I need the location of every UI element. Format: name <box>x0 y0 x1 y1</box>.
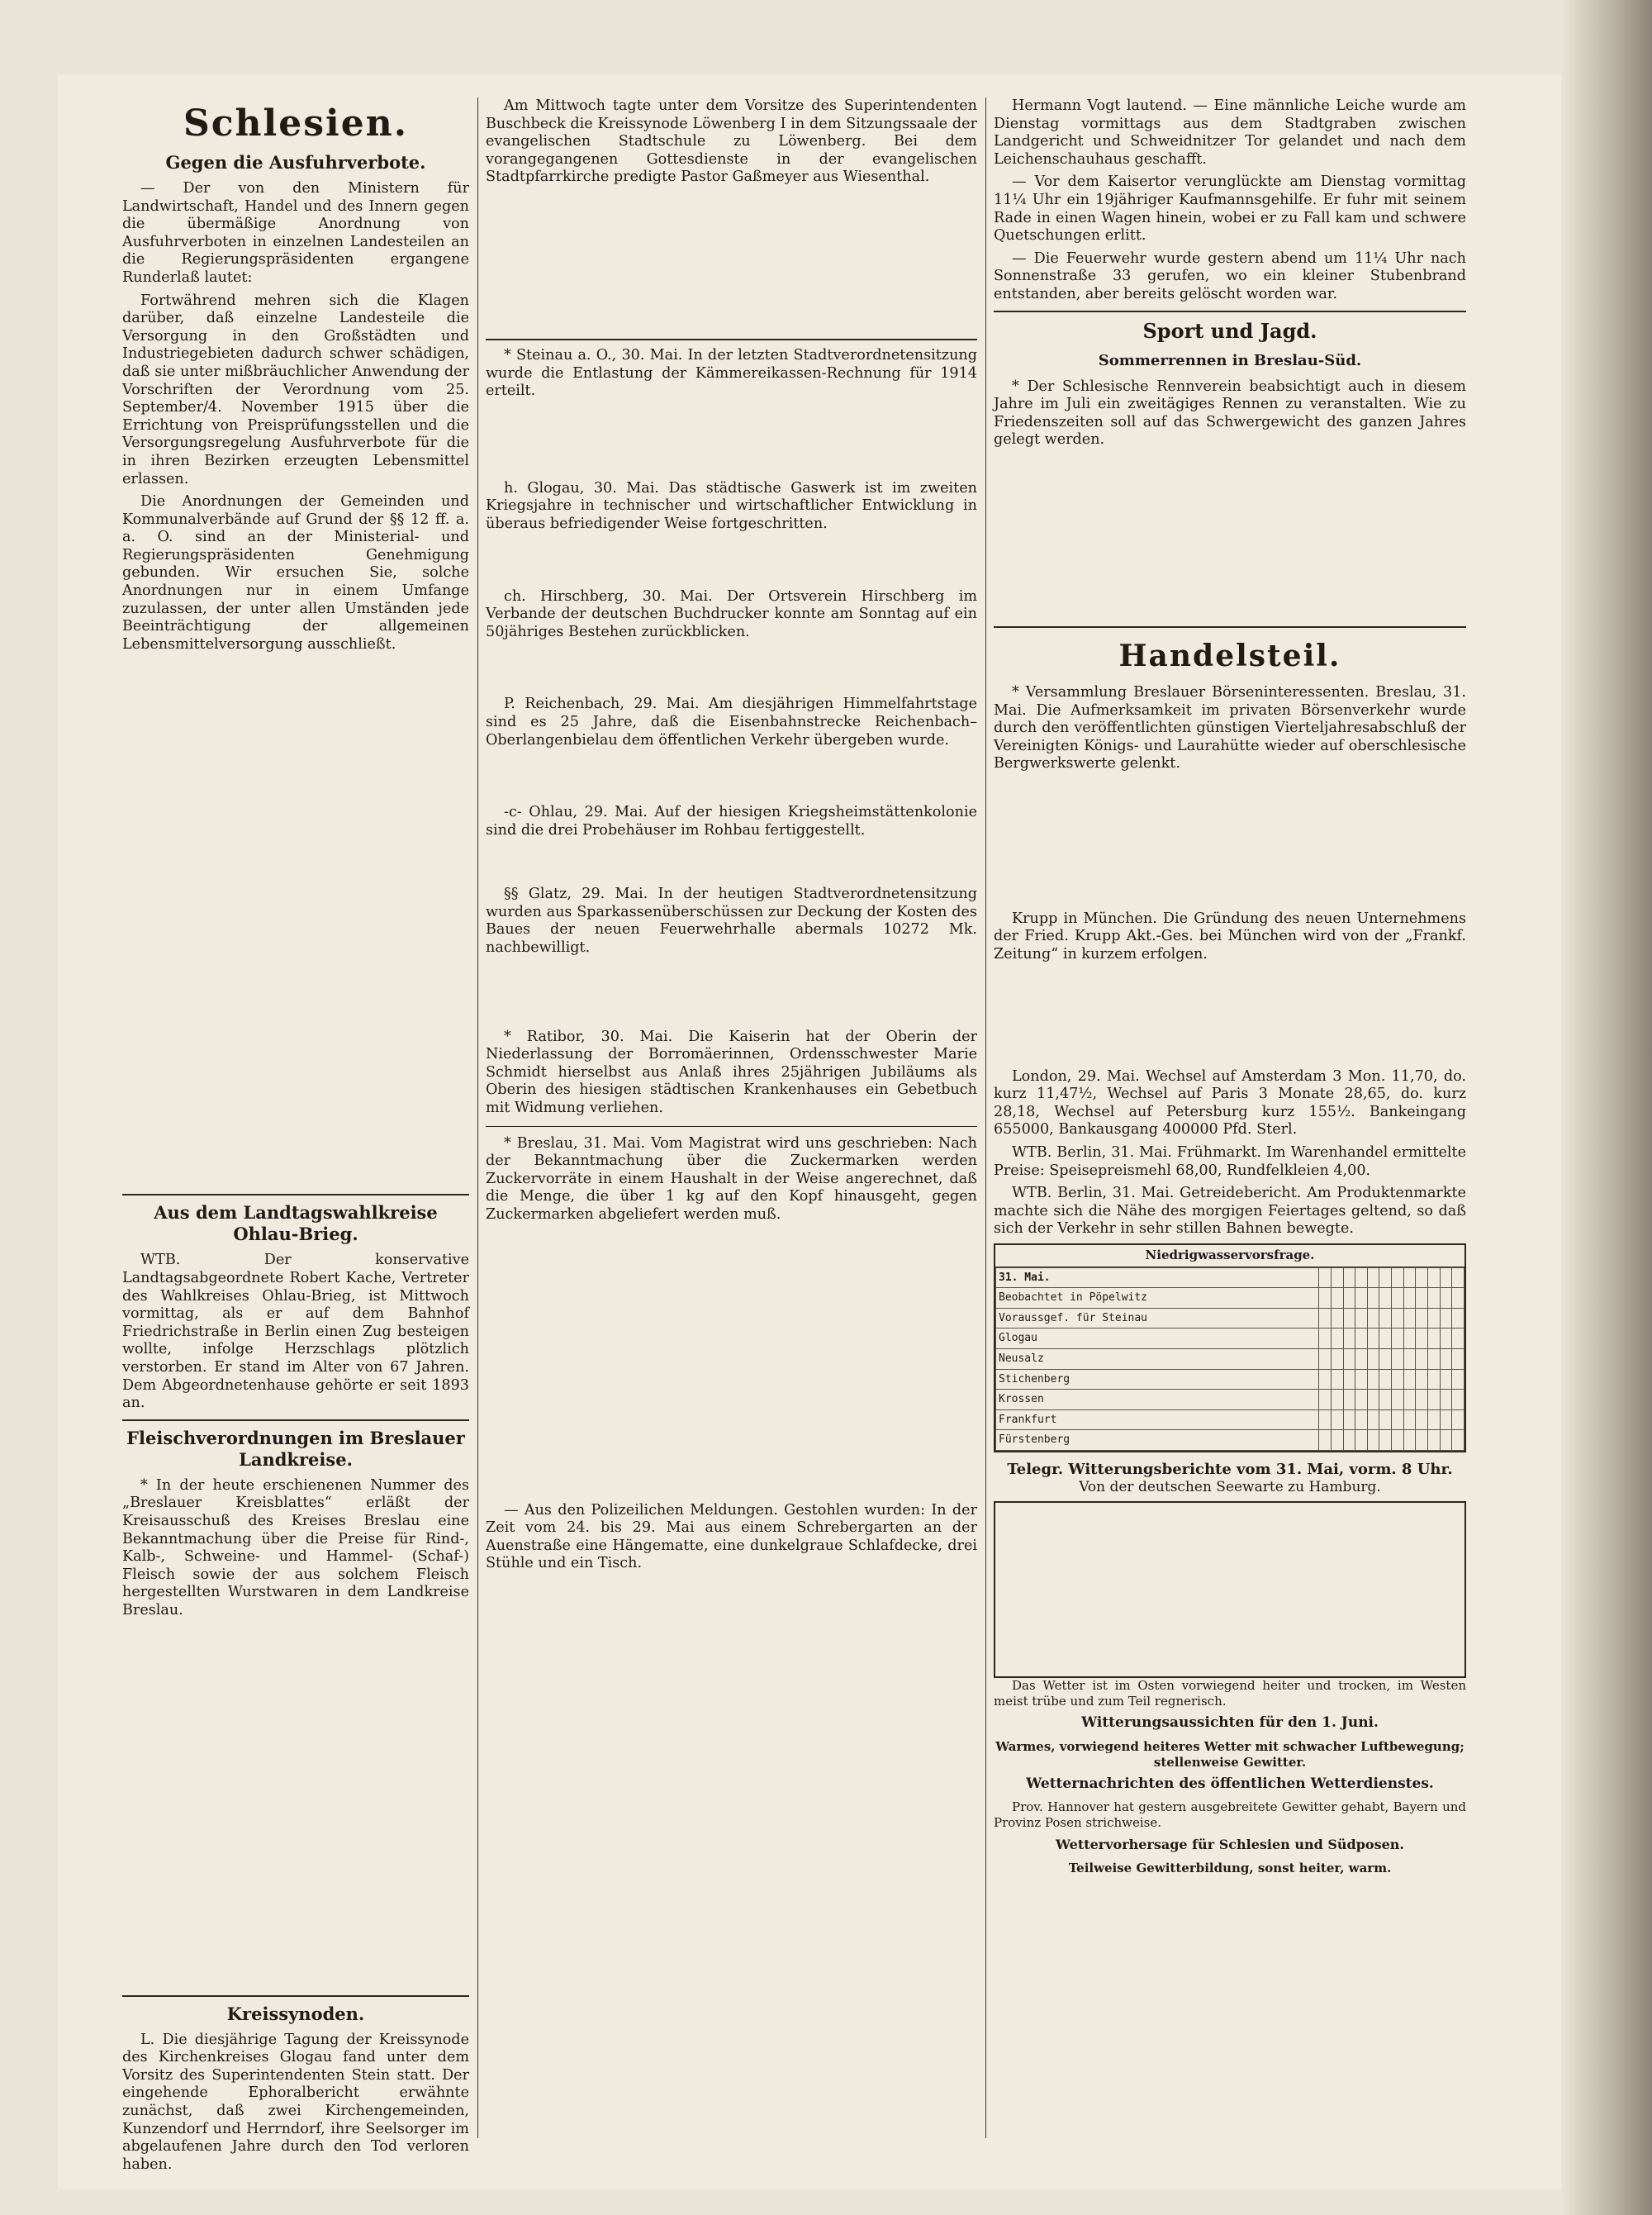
column-right <box>994 97 1466 1881</box>
article-text: WTB. Berlin, 31. Mai. Frühmarkt. Im Warenhandel ermittelte Preise: Speisepreismehl 68,00, Rundfelkleien 4,00. <box>994 1144 1466 1179</box>
section-title: Schlesien. <box>183 102 409 145</box>
weather-note: Das Wetter ist im Osten vorwiegend heiter und trocken, im Westen meist trübe und zum Teil regnerisch. <box>994 1678 1466 1709</box>
article-text: — Aus den Polizeilichen Meldungen. Gestohlen wurden: In der Zeit vom 24. bis 29. Mai aus einem Schrebergarten an der Auenstraße eine Hängematte, eine dunkelgraue Schlafdecke, drei Stühle und ein Tisch. <box>486 1501 977 1572</box>
headline: Fleischverordnungen im Breslauer Landkreise. <box>126 1427 465 1470</box>
column-left <box>122 97 469 2179</box>
article-text: * Steinau a. O., 30. Mai. In der letzten Stadtverordnetensitzung wurde die Entlastung der Kämmereikassen-Rechnung für 1914 erteilt. <box>486 346 977 400</box>
water-level-table: Niedrigwasservorsfrage. 31. Mai. Beobachtet in Pöpelwitz Voraussgef. für Steinau Glogau Neusalz Stichenberg Krossen Frankfurt Fürstenberg <box>994 1243 1466 1452</box>
article-text: WTB. Berlin, 31. Mai. Getreidebericht. Am Produktenmarkte machte sich die Nähe des morgigen Feiertages geltend, so daß sich der Verkehr in sehr stillen Bahnen bewegte. <box>994 1185 1466 1238</box>
forecast-title: Witterungsaussichten für den 1. Juni. <box>1081 1714 1379 1732</box>
weather-title: Telegr. Witterungsberichte vom 31. Mai, vorm. 8 Uhr. <box>1007 1460 1453 1478</box>
article-text: Am Mittwoch tagte unter dem Vorsitze des Superintendenten Buschbeck die Kreissynode Löwenberg I in dem Sitzungssaale der evangelischen Stadtschule zu Löwenberg. Bei dem vorangegangenen Gottesdienste in der evangelischen Stadtpfarrkirche predigte Pastor Gaßmeyer aus Wiesenthal. <box>486 97 977 186</box>
headline: Aus dem Landtagswahlkreise Ohlau-Brieg. <box>154 1202 438 1245</box>
column-rule <box>985 97 986 2138</box>
weather-table <box>994 1501 1466 1678</box>
article-text: — Die Feuerwehr wurde gestern abend um 11¼ Uhr nach Sonnenstraße 33 gerufen, wo ein kleiner Stubenbrand entstanden, aber bereits gelöscht worden war. <box>994 250 1466 302</box>
article-text: Krupp in München. Die Gründung des neuen Unternehmens der Fried. Krupp Akt.-Ges. bei München wird von der „Frankf. Zeitung“ in kurzem erfolgen. <box>994 910 1466 963</box>
article-text: * Versammlung Breslauer Börseninteressenten. Breslau, 31. Mai. Die Aufmerksamkeit im privaten Börsenverkehr wurde durch den veröffentlichten günstigen Vierteljahresabschluß der Vereinigten Königs- und Laurahütte wieder auf oberschlesische Bergwerkswerte gelenkt. <box>994 683 1466 772</box>
wetterdienst-text: Prov. Hannover hat gestern ausgebreitete Gewitter gehabt, Bayern und Provinz Posen strichweise. <box>994 1799 1466 1831</box>
article-text: * Ratibor, 30. Mai. Die Kaiserin hat der Oberin der Niederlassung der Borromäerinnen, Ordensschwester Marie Schmidt hierselbst aus Anlaß ihres 25jährigen Jubiläums als Oberin des hiesigen städtischen Krankenhauses ein Gebetbuch mit Widmung verliehen. <box>486 1028 977 1117</box>
article-text: — Der von den Ministern für Landwirtschaft, Handel und des Innern gegen die übermäßige Anordnung von Ausfuhrverboten in einzelnen Landesteilen an die Regierungspräsidenten ergangene Runderlaß lautet: <box>122 180 469 286</box>
article-text: Die Anordnungen der Gemeinden und Kommunalverbände auf Grund der §§ 12 ff. a. a. O. sind an der Ministerial- und Regierungspräsidenten Genehmigung gebunden. Wir ersuchen Sie, solche Anordnungen nur in einem Umfange zuzulassen, der unter allen Umständen jede Beeinträchtigung der allgemeinen Lebensmittelversorgung ausschließt. <box>122 493 469 653</box>
table-header: 31. Mai. <box>996 1267 1319 1288</box>
headline: Kreissynoden. <box>226 2003 365 2024</box>
article-text: * Breslau, 31. Mai. Vom Magistrat wird uns geschrieben: Nach der Bekanntmachung über die Zuckermarken werden Zuckervorräte in einem Haushalt in der Weise angerechnet, daß die Menge, die über 1 kg auf den Kopf hinausgeht, gegen Zuckermarken abgeliefert werden muß. <box>486 1134 977 1223</box>
section-title: Handelsteil. <box>1118 638 1341 673</box>
article-text: Hermann Vogt lautend. — Eine männliche Leiche wurde am Dienstag vormittags aus dem Stadtgraben zwischen Landgericht und Schweidnitzer Tor gelandet und nach dem Leichenschauhaus geschafft. <box>994 97 1466 168</box>
article-text: P. Reichenbach, 29. Mai. Am diesjährigen Himmelfahrtstage sind es 25 Jahre, daß die Eisenbahnstrecke Reichenbach–Oberlangenbielau dem öffentlichen Verkehr übergeben wurde. <box>486 696 977 749</box>
wetterdienst-title: Wetternachrichten des öffentlichen Wetterdienstes. <box>1026 1775 1434 1792</box>
forecast-final-text: Teilweise Gewitterbildung, sonst heiter, warm. <box>1068 1860 1392 1875</box>
column-middle <box>486 97 977 1578</box>
headline: Gegen die Ausfuhrverbote. <box>165 152 426 173</box>
article-text: -c- Ohlau, 29. Mai. Auf der hiesigen Kriegsheimstättenkolonie sind die drei Probehäuser im Rohbau fertiggestellt. <box>486 804 977 839</box>
article-text: * In der heute erschienenen Nummer des „Breslauer Kreisblattes“ erläßt der Kreisausschuß des Kreises Breslau eine Bekanntmachung über die Preise für Rind-, Kalb-, Schweine- und Hammel- (Schaf-) Fleisch sowie der aus solchem Fleisch hergestellten Wurstwaren in dem Landkreise Breslau. <box>122 1476 469 1618</box>
article-text: L. Die diesjährige Tagung der Kreissynode des Kirchenkreises Glogau fand unter dem Vorsitz des Superintendenten Stein statt. Der eingehende Ephoralbericht erwähnte zunächst, daß zwei Kirchengemeinden, Kunzendorf und Herrndorf, ihre Seelsorger im abgelaufenen Jahre durch den Tod verloren haben. <box>122 2031 469 2173</box>
article-text: Fortwährend mehren sich die Klagen darüber, daß einzelne Landesteile die Versorgung in den Großstädten und Industriegebieten dadurch schwer schädigen, daß sie unter mißbräuchlicher Anwendung der Vorschriften der Verordnung vom 25. September/4. November 1915 über die Errichtung von Preisprüfungsstellen und die Versorgungsregelung Ausfuhrverbote für die in ihren Bezirken erzeugten Lebensmittel erlassen. <box>122 292 469 487</box>
headline: Sommerrennen in Breslau-Süd. <box>1098 351 1362 369</box>
article-text: — Vor dem Kaisertor verunglückte am Dienstag vormittag 11¼ Uhr ein 19jähriger Kaufmannsgehilfe. Er fuhr mit seinem Rade in einen Wagen hinein, wobei er zu Fall kam und schwere Quetschungen erlitt. <box>994 173 1466 245</box>
forecast-text: Warmes, vorwiegend heiteres Wetter mit schwacher Luftbewegung; stellenweise Gewitter. <box>995 1738 1464 1770</box>
article-text: ch. Hirschberg, 30. Mai. Der Ortsverein Hirschberg im Verbande der deutschen Buchdrucker konnte am Sonntag auf ein 50jähriges Bestehen zurückblicken. <box>486 587 977 640</box>
article-text: London, 29. Mai. Wechsel auf Amsterdam 3 Mon. 11,70, do. kurz 11,47½, Wechsel auf Paris 3 Monate 28,65, do. kurz 28,18, Wechsel auf Petersburg kurz 155½. Bankeingang 655000, Bankausgang 400000 Pfd. Sterl. <box>994 1067 1466 1138</box>
section-title: Sport und Jagd. <box>1142 318 1317 343</box>
page-edge <box>1561 0 1652 2215</box>
article-text: h. Glogau, 30. Mai. Das städtische Gaswerk ist im zweiten Kriegsjahre in technischer und wirtschaftlicher Entwicklung in überaus befriedigender Weise fortgeschritten. <box>486 479 977 532</box>
forecast-final-title: Wettervorhersage für Schlesien und Südposen. <box>1055 1837 1404 1853</box>
table-title: Niedrigwasservorsfrage. <box>995 1245 1464 1267</box>
article-text: §§ Glatz, 29. Mai. In der heutigen Stadtverordnetensitzung wurden aus Sparkassenüberschüssen zur Deckung der Kosten des Baues der neuen Feuerwehrhalle abermals 10272 Mk. nachbewilligt. <box>486 886 977 957</box>
weather-subtitle: Von der deutschen Seewarte zu Hamburg. <box>1079 1478 1381 1495</box>
article-text: * Der Schlesische Rennverein beabsichtigt auch in diesem Jahre im Juli ein zweitägiges Rennen zu veranstalten. Wie zu Friedenszeiten soll auf das Schwergewicht des ganzen Jahres gelegt werden. <box>994 378 1466 449</box>
column-rule <box>477 97 478 2138</box>
article-text: WTB. Der konservative Landtagsabgeordnete Robert Kache, Vertreter des Wahlkreises Ohlau-Brieg, ist Mittwoch vormittag, als er auf dem Bahnhof Friedrichstraße in Berlin einen Zug besteigen wollte, infolge Herzschlags plötzlich verstorben. Er stand im Alter von 67 Jahren. Dem Abgeordnetenhause gehörte er seit 1893 an. <box>122 1252 469 1412</box>
text-block-filler <box>122 658 469 1187</box>
